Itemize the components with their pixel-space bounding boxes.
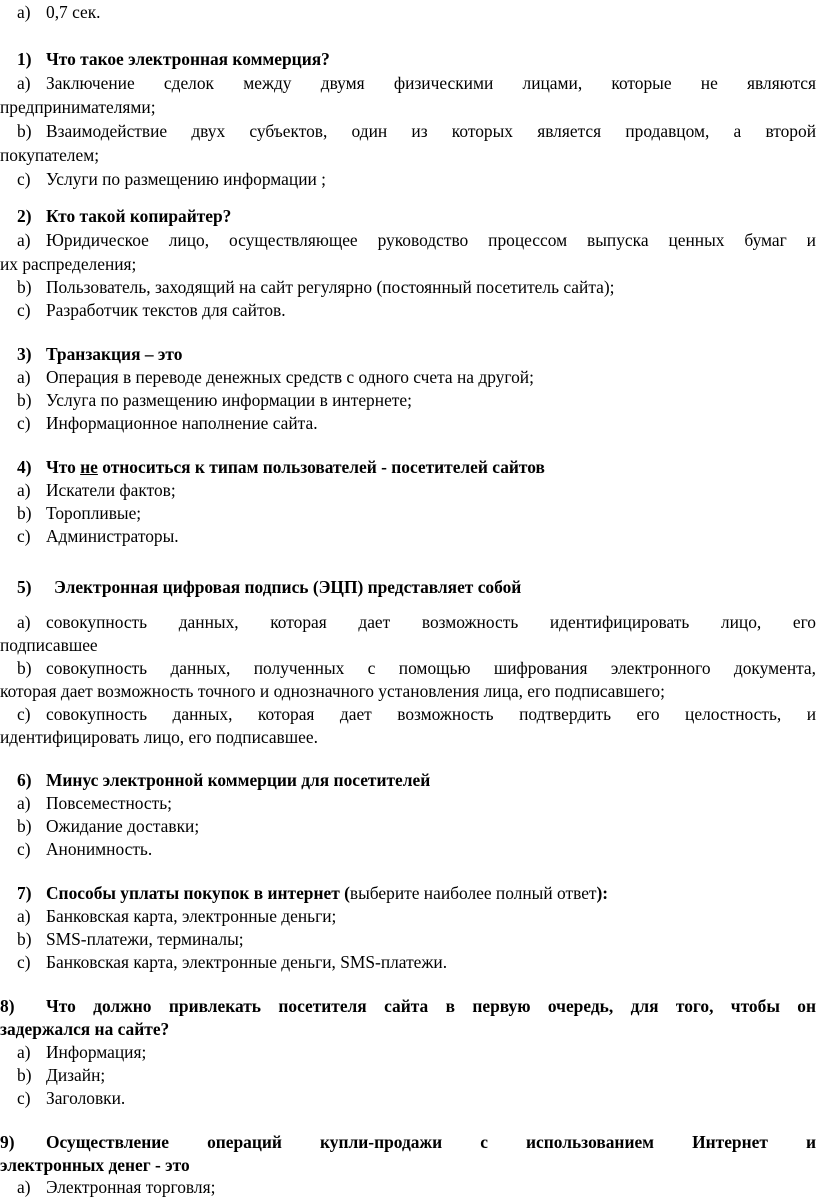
option-text: Услуги по размещению информации ;: [46, 169, 326, 189]
option-marker: c): [17, 1088, 31, 1108]
question-text-negation: не: [80, 457, 98, 477]
option-text: Искатели фактов;: [46, 480, 176, 500]
question-text-close: ):: [596, 883, 609, 903]
option-text: Операция в переводе денежных средств с одного счета на другой;: [46, 367, 534, 387]
option-marker: a): [17, 1177, 31, 1197]
option-text-continued: покупателем;: [0, 145, 100, 165]
option-marker: a): [17, 906, 31, 926]
option-text: Услуга по размещению информации в интернете;: [46, 390, 412, 410]
question-number: 4): [17, 457, 32, 477]
question-text: Кто такой копирайтер?: [46, 206, 232, 226]
question-number: 3): [17, 344, 32, 364]
question-2-option-a: [17, 229, 816, 253]
option-text: Электронная торговля;: [46, 1177, 216, 1197]
question-5-option-a: [17, 611, 816, 635]
option-marker: b): [17, 390, 32, 410]
option-text: Банковская карта, электронные деньги;: [46, 906, 337, 926]
question-text: Транзакция – это: [46, 344, 183, 364]
option-marker: a): [17, 230, 31, 250]
option-text: Разработчик текстов для сайтов.: [46, 300, 286, 320]
question-number: 7): [17, 883, 32, 903]
question-number: 2): [17, 206, 32, 226]
option-marker: c): [17, 526, 31, 546]
option-text: Администраторы.: [46, 526, 179, 546]
option-marker: b): [17, 929, 32, 949]
option-marker: b): [17, 658, 32, 678]
question-text-start: Что: [46, 457, 76, 477]
question-text-continued: задержался на сайте?: [0, 1019, 170, 1039]
option-text: Взаимодействие двух субъектов, один из которых является продавцом, а второй: [46, 121, 816, 141]
option-text: совокупность данных, полученных с помощью шифрования электронного документа,: [46, 658, 816, 678]
question-text: Минус электронной коммерции для посетителей: [46, 770, 431, 790]
option-text: Заголовки.: [46, 1088, 126, 1108]
option-marker: a): [17, 480, 31, 500]
option-marker: c): [17, 839, 31, 859]
option-marker: a): [17, 73, 31, 93]
question-number: 5): [17, 577, 32, 597]
option-text: Информация;: [46, 1042, 147, 1062]
option-marker: b): [17, 1065, 32, 1085]
option-marker: b): [17, 816, 32, 836]
option-marker: a): [17, 793, 31, 813]
question-text: Что должно привлекать посетителя сайта в первую очередь, для того, чтобы он: [46, 996, 816, 1016]
question-text: [46, 882, 608, 906]
option-text-continued: их распределения;: [0, 254, 137, 274]
question-text: [46, 456, 545, 480]
option-marker: b): [17, 503, 32, 523]
question-number: 6): [17, 770, 32, 790]
question-text-continued: электронных денег - это: [0, 1155, 190, 1175]
question-8-title: [0, 995, 816, 1019]
option-text-continued: которая дает возможность точного и однозначного установления лица, его подписавшего;: [0, 681, 665, 701]
option-text-continued: идентифицировать лицо, его подписавшее.: [0, 727, 318, 747]
option-marker: a): [17, 2, 31, 22]
option-text: Информационное наполнение сайта.: [46, 413, 318, 433]
option-marker: a): [17, 367, 31, 387]
option-marker: c): [17, 300, 31, 320]
option-marker: c): [17, 169, 31, 189]
question-number: 9): [0, 1132, 15, 1152]
question-number: 1): [17, 49, 32, 69]
question-number: 8): [0, 996, 15, 1016]
option-text: Дизайн;: [46, 1065, 106, 1085]
option-marker: b): [17, 277, 32, 297]
option-marker: c): [17, 952, 31, 972]
option-text: Повсеместность;: [46, 793, 173, 813]
option-marker: a): [17, 1042, 31, 1062]
question-text: Электронная цифровая подпись (ЭЦП) представляет собой: [54, 577, 522, 597]
question-text-end: относиться к типам пользователей - посетителей сайтов: [102, 457, 545, 477]
question-note: выберите наиболее полный ответ: [349, 883, 597, 903]
option-marker: b): [17, 121, 32, 141]
question-text: Что такое электронная коммерция?: [46, 49, 330, 69]
option-text: Юридическое лицо, осуществляющее руководство процессом выпуска ценных бумаг и: [46, 230, 816, 250]
option-text: Анонимность.: [46, 839, 153, 859]
option-text: Торопливые;: [46, 503, 142, 523]
option-text: совокупность данных, которая дает возможность идентифицировать лицо, его: [46, 612, 816, 632]
option-marker: c): [17, 704, 31, 724]
question-5-option-b: [17, 657, 816, 681]
option-text: 0,7 сек.: [46, 2, 101, 22]
option-text: Заключение сделок между двумя физическими лицами, которые не являются: [46, 73, 816, 93]
question-1-option-a: [17, 72, 816, 96]
option-text: SMS-платежи, терминалы;: [46, 929, 244, 949]
question-9-title: [0, 1131, 816, 1155]
option-text-continued: предпринимателями;: [0, 97, 156, 117]
option-text: Ожидание доставки;: [46, 816, 200, 836]
question-text-main: Способы уплаты покупок в интернет (: [46, 883, 350, 903]
question-5-option-c: [17, 703, 816, 727]
option-marker: a): [17, 612, 31, 632]
question-1-option-b: [17, 120, 816, 144]
option-text: Пользователь, заходящий на сайт регулярно (постоянный посетитель сайта);: [46, 277, 615, 297]
option-text: совокупность данных, которая дает возможность подтвердить его целостность, и: [46, 704, 816, 724]
option-text-continued: подписавшее: [0, 635, 98, 655]
option-marker: c): [17, 413, 31, 433]
question-text: Осуществление операций купли-продажи с использованием Интернет и: [46, 1132, 816, 1152]
option-text: Банковская карта, электронные деньги, SMS-платежи.: [46, 952, 448, 972]
